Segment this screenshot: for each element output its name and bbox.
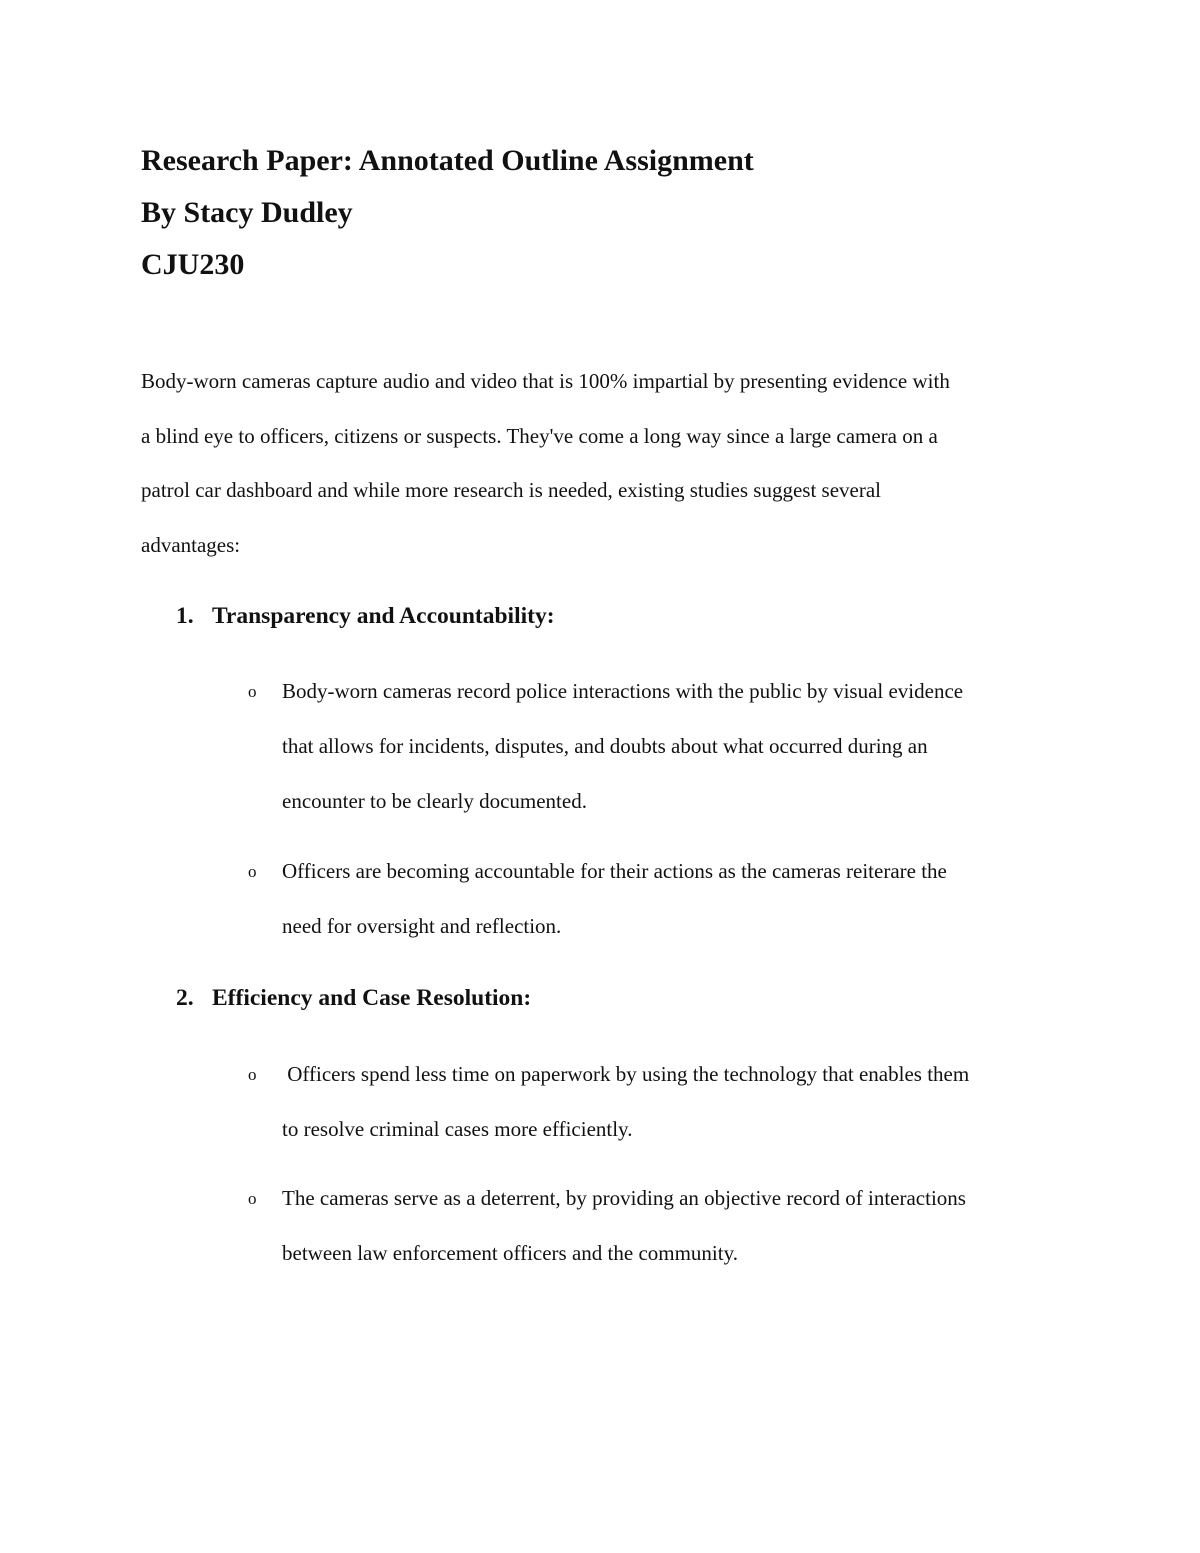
bullet-line: Officers spend less time on paperwork by using the technology that enables them xyxy=(282,1062,970,1086)
intro-paragraph xyxy=(141,354,1071,572)
bullet-line: that allows for incidents, disputes, and doubts about what occurred during an xyxy=(282,734,928,758)
section-heading-transparency xyxy=(176,601,555,631)
section-heading-efficiency xyxy=(176,983,531,1013)
bullet-line: need for oversight and reflection. xyxy=(282,914,562,938)
author-line: By Stacy Dudley xyxy=(141,196,353,229)
bullet-marker: o xyxy=(248,1065,257,1084)
bullet-line: encounter to be clearly documented. xyxy=(282,789,587,813)
bullet-marker: o xyxy=(248,682,257,701)
section-number: 1. xyxy=(176,603,194,629)
course-code: CJU230 xyxy=(141,248,245,281)
bullet-text xyxy=(282,1047,1072,1157)
bullet-text xyxy=(282,1171,1072,1281)
bullet-line: to resolve criminal cases more efficiently. xyxy=(282,1117,633,1141)
intro-line: Body-worn cameras capture audio and video that is 100% impartial by presenting evidence with xyxy=(141,369,950,393)
bullet-marker: o xyxy=(248,1189,257,1208)
bullet-line: Officers are becoming accountable for their actions as the cameras reiterare the xyxy=(282,859,947,883)
section-number: 2. xyxy=(176,985,194,1011)
bullet-text xyxy=(282,664,1072,829)
intro-line: patrol car dashboard and while more research is needed, existing studies suggest several xyxy=(141,478,882,502)
bullet-line: The cameras serve as a deterrent, by providing an objective record of interactions xyxy=(282,1186,966,1210)
bullet-text xyxy=(282,844,1072,954)
intro-line: a blind eye to officers, citizens or suspects. They've come a long way since a large camera on a xyxy=(141,423,938,448)
bullet-line: Body-worn cameras record police interactions with the public by visual evidence xyxy=(282,679,964,703)
document-title: Research Paper: Annotated Outline Assignment xyxy=(141,144,754,177)
intro-line: advantages: xyxy=(141,532,241,557)
section-heading-text: Transparency and Accountability: xyxy=(212,603,555,629)
section-heading-text: Efficiency and Case Resolution: xyxy=(212,985,532,1011)
bullet-marker: o xyxy=(248,862,257,881)
bullet-line: between law enforcement officers and the community. xyxy=(282,1241,738,1265)
